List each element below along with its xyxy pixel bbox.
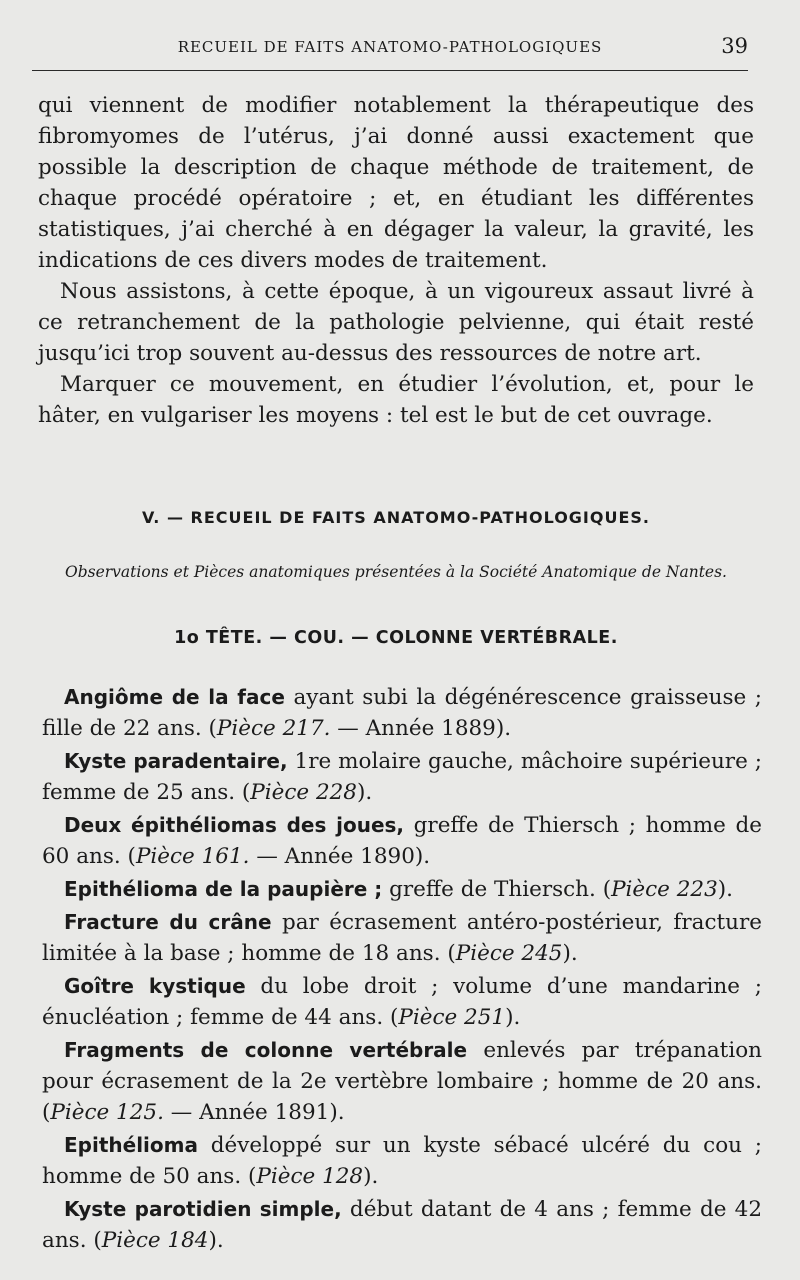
entry-lead: Epithélioma bbox=[64, 1133, 198, 1157]
entry-text: par écrasement antéro-postérieur, fracture limitée à la base ; homme de 18 ans. ( bbox=[42, 910, 762, 966]
running-header bbox=[32, 30, 748, 71]
entry-lead: Kyste paradentaire, bbox=[64, 749, 288, 773]
entry-text: ). bbox=[505, 1005, 521, 1030]
entry-reference: Pièce 128 bbox=[256, 1164, 364, 1189]
intro-paragraph: Marquer ce mouvement, en étudier l’évolution, et, pour le hâter, en vulgariser les moyens : tel est le but de cet ouvrage. bbox=[38, 372, 754, 428]
entry-reference: Pièce 251 bbox=[398, 1005, 506, 1030]
running-title: RECUEIL DE FAITS ANATOMO-PATHOLOGIQUES bbox=[177, 38, 603, 56]
entry-reference: Pièce 161. bbox=[135, 844, 250, 869]
entry-lead: Angiôme de la face bbox=[64, 685, 285, 709]
entry-lead: Epithélioma de la paupière ; bbox=[64, 877, 383, 901]
entry-text: ). bbox=[562, 941, 578, 966]
entry-list bbox=[42, 682, 762, 1258]
entry-text: début datant de 4 ans ; femme de 42 ans. ( bbox=[42, 1197, 763, 1253]
entry-text: du lobe droit ; volume d’une mandarine ; énucléation ; femme de 44 ans. ( bbox=[42, 974, 762, 1030]
entry-text: ). bbox=[208, 1228, 224, 1253]
entry-text: — Année 1889). bbox=[330, 716, 512, 741]
entry-text: — Année 1891). bbox=[163, 1100, 345, 1125]
specimen-entry bbox=[42, 746, 762, 808]
entry-text: greffe de Thiersch. ( bbox=[382, 877, 612, 902]
entry-text: ). bbox=[356, 780, 373, 805]
entry-lead: Fracture du crâne bbox=[64, 910, 272, 934]
entry-lead: Deux épithéliomas des joues, bbox=[64, 813, 405, 837]
specimen-entry bbox=[42, 810, 762, 872]
section-title: V. — RECUEIL DE FAITS ANATOMO-PATHOLOGIQUES. bbox=[141, 508, 651, 527]
entry-text: ayant subi la dégénérescence graisseuse ; fille de 22 ans. ( bbox=[42, 685, 762, 741]
specimen-entry bbox=[42, 1035, 762, 1128]
specimen-entry bbox=[42, 874, 762, 905]
intro-text bbox=[38, 90, 754, 431]
entry-reference: Pièce 125. bbox=[50, 1100, 164, 1125]
entry-text: — Année 1890). bbox=[249, 844, 431, 869]
subsection-heading: 1o TÊTE. — COU. — COLONNE VERTÉBRALE. bbox=[174, 628, 618, 648]
entry-lead: Kyste parotidien simple, bbox=[64, 1197, 342, 1221]
specimen-entry bbox=[42, 1130, 762, 1192]
specimen-entry bbox=[42, 971, 762, 1033]
entry-text: développé sur un kyste sébacé ulcéré du cou ; homme de 50 ans. ( bbox=[42, 1133, 762, 1189]
entry-text: enlevés par trépanation pour écrasement de la 2e vertèbre lombaire ; homme de 20 ans. ( bbox=[42, 1038, 762, 1125]
entry-text: 1re molaire gauche, mâchoire supérieure ; femme de 25 ans. ( bbox=[42, 749, 762, 805]
entry-text: ). bbox=[717, 877, 734, 902]
entry-lead: Fragments de colonne vertébrale bbox=[64, 1038, 468, 1062]
specimen-entry bbox=[42, 907, 762, 969]
specimen-entry bbox=[42, 682, 762, 744]
entry-text: greffe de Thiersch ; homme de 60 ans. ( bbox=[42, 813, 762, 869]
entry-lead: Goître kystique bbox=[64, 974, 246, 998]
intro-paragraph: Nous assistons, à cette époque, à un vigoureux assaut livré à ce retranchement de la pathologie pelvienne, qui était resté jusqu’ici trop souvent au-dessus des ressources de notre art. bbox=[38, 279, 754, 366]
page-number: 39 bbox=[721, 34, 748, 58]
intro-paragraph: qui viennent de modifier notablement la thérapeutique des fibromyomes de l’utérus, j’ai donné aussi exactement que possible la description de chaque méthode de traitement, de chaque procédé opératoire ; et, en étudiant les différentes statistiques, j’ai cherché à en dégager la valeur, la gravité, les indications de ces divers modes de traitement. bbox=[38, 93, 754, 273]
entry-reference: Pièce 228 bbox=[250, 780, 357, 805]
specimen-entry bbox=[42, 1194, 762, 1256]
entry-reference: Pièce 184 bbox=[101, 1228, 209, 1253]
entry-reference: Pièce 245 bbox=[455, 941, 563, 966]
entry-text: ). bbox=[363, 1164, 379, 1189]
entry-reference: Pièce 217. bbox=[216, 716, 331, 741]
entry-reference: Pièce 223 bbox=[611, 877, 718, 902]
section-subtitle: Observations et Pièces anatomiques présentées à la Société Anatomique de Nantes. bbox=[65, 563, 727, 581]
